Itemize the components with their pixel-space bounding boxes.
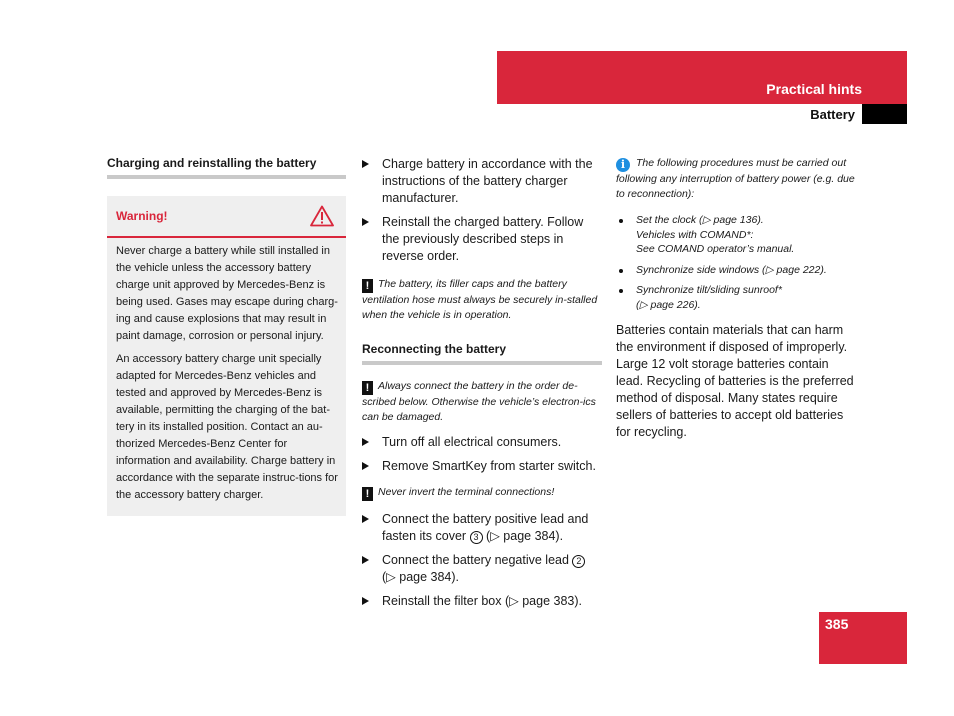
step-text: Reinstall the charged battery. Follow the previously described steps in reverse order.: [382, 215, 584, 263]
step-text: Remove SmartKey from starter switch.: [382, 459, 596, 473]
procedure-list: [616, 213, 856, 312]
warning-box: [107, 196, 346, 516]
list-item: Synchronize tilt/sliding sunroof* (▷ page 226).: [616, 283, 856, 312]
instruction-step: [362, 156, 602, 207]
callout-number: 3: [470, 531, 483, 544]
instruction-step: [362, 552, 602, 586]
middle-column: [362, 156, 602, 617]
instruction-step: [362, 214, 602, 265]
exclamation-icon: !: [362, 381, 373, 395]
page-reference: (▷ page 384).: [382, 570, 460, 584]
triangle-arrow-icon: [362, 218, 369, 226]
chapter-title: Practical hints: [766, 81, 862, 97]
header-banner: [497, 51, 907, 104]
subtitle-tab: [862, 104, 907, 124]
triangle-arrow-icon: [362, 597, 369, 605]
exclamation-icon: !: [362, 279, 373, 293]
note-text: The battery, its filler caps and the battery ventilation hose must always be securely in-stalled when the vehicle is in operation.: [362, 278, 598, 321]
warning-body: [107, 238, 346, 516]
list-item: Set the clock (▷ page 136). Vehicles with COMAND*: See COMAND operator’s manual.: [616, 213, 856, 257]
caution-note: [362, 277, 602, 322]
triangle-arrow-icon: [362, 438, 369, 446]
page-reference: (▷ page 384).: [486, 529, 564, 543]
instruction-step: [362, 458, 602, 475]
page-number-box: [819, 612, 907, 664]
section-subtitle: Battery: [810, 107, 855, 122]
instruction-step: [362, 511, 602, 545]
note-text: Never invert the terminal connections!: [378, 486, 555, 498]
left-column: [107, 156, 346, 516]
step-text: Connect the battery negative lead: [382, 553, 569, 567]
triangle-arrow-icon: [362, 462, 369, 470]
triangle-arrow-icon: [362, 556, 369, 564]
warning-paragraph: An accessory battery charge unit specially adapted for Mercedes-Benz vehicles and tested and approved by Mercedes-Benz is available, permitting the charging of the bat-tery in its installed position. Contact an au-thorized Mercedes-Benz Center for information and availability. Charge battery in accordance with the separate instruc-tions for the accessory battery charger.: [116, 353, 338, 501]
info-icon: i: [616, 158, 630, 172]
step-text: Charge battery in accordance with the instructions of the battery charger manufacturer.: [382, 157, 593, 205]
note-text: Always connect the battery in the order de-scribed below. Otherwise the vehicle’s electron-ics can be damaged.: [362, 380, 596, 423]
callout-number: 2: [572, 555, 585, 568]
right-column: [616, 156, 856, 441]
list-item: Synchronize side windows (▷ page 222).: [616, 263, 856, 278]
step-text: Turn off all electrical consumers.: [382, 435, 562, 449]
instruction-step: [362, 434, 602, 451]
caution-note: [362, 485, 602, 501]
warning-triangle-icon: [310, 205, 334, 227]
warning-header: [107, 196, 346, 238]
section-heading: Charging and reinstalling the battery: [107, 156, 346, 179]
page-number: 385: [825, 616, 849, 632]
exclamation-icon: !: [362, 487, 373, 501]
subsection-heading: Reconnecting the battery: [362, 342, 602, 365]
triangle-arrow-icon: [362, 515, 369, 523]
warning-label: Warning!: [116, 209, 168, 223]
step-text: Connect the battery positive lead and fasten its cover: [382, 512, 589, 543]
instruction-step: [362, 593, 602, 610]
info-note: [616, 156, 856, 201]
caution-note: [362, 379, 602, 424]
note-text: The following procedures must be carried out following any interruption of battery power (e.g. due to reconnection):: [616, 157, 855, 200]
triangle-arrow-icon: [362, 160, 369, 168]
warning-paragraph: Never charge a battery while still installed in the vehicle unless the accessory battery charge unit approved by Mercedes-Benz is being used. Gases may escape during charg-ing and cause explosions that may result in paint damage, corrosion or personal injury.: [116, 245, 338, 342]
step-text: Reinstall the filter box (▷ page 383).: [382, 594, 582, 608]
recycling-paragraph: Batteries contain materials that can harm the environment if disposed of improperly. Large 12 volt storage batteries contain lead. Recycling of batteries is the preferred method of disposal. Many states require sellers of batteries to accept old batteries for recycling.: [616, 323, 854, 439]
